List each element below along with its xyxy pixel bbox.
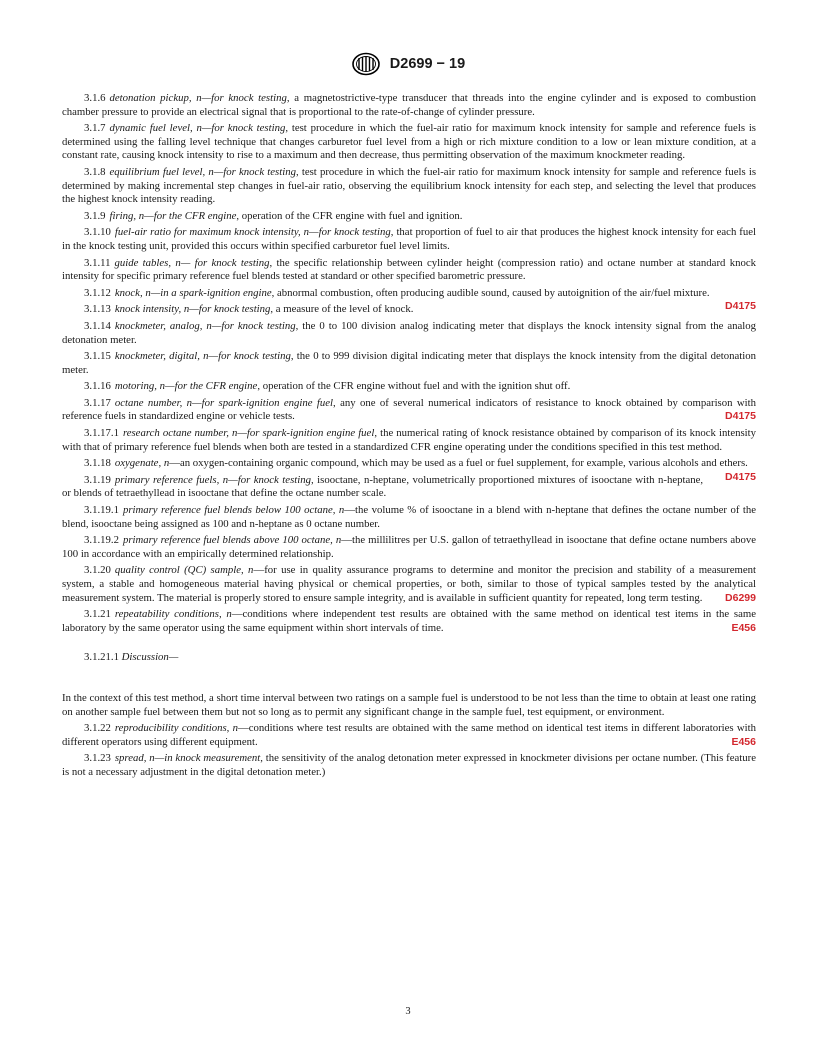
definition-term: repeatability conditions, n [114, 608, 232, 621]
discussion-label: Discussion— [121, 651, 179, 664]
definitions-list-continued [62, 722, 756, 779]
definition-number: 3.1.16 [84, 380, 111, 393]
definition-text: , abnormal combustion, often producing audible sound, caused by autoignition of the air/fuel mixture. [271, 286, 710, 299]
standard-reference-link[interactable]: E456 [731, 735, 756, 748]
definition-paragraph [62, 166, 756, 207]
definition-term: guide tables, n— for knock testing [114, 256, 270, 269]
definition-text: —for use in quality assurance programs to determine and monitor the precision and stability of a measurement system, a stable and homogeneous material having physical or chemical properties, or both, similar to those of typical samples tested by the analytical measurement system. The material is properly stored to ensure sample integrity, and is available in sufficient quantity for repeated, long term testing. [62, 564, 757, 604]
definition-text: , the specific relationship between cylinder height (compression ratio) and octane number at standard knock intensity for specific primary reference fuel blends tested at standard or other specified barometric pressure. [62, 256, 756, 283]
definition-text: —the millilitres per U.S. gallon of tetraethyllead in isooctane that define octane numbers above 100 in accordance with an empirically determined relationship. [62, 534, 756, 560]
definition-number: 3.1.13 [84, 303, 111, 316]
definition-term: fuel-air ratio for maximum knock intensity, n—for knock testing [114, 226, 391, 239]
definition-text: , the 0 to 999 division digital indicating meter that displays the knock intensity from the digital detonation meter. [62, 350, 756, 376]
definition-paragraph [62, 92, 756, 119]
definition-paragraph [62, 474, 756, 501]
definition-number: 3.1.17 [84, 396, 111, 409]
definition-paragraph [62, 752, 756, 779]
page-header [0, 52, 816, 76]
definition-text: , a magnetostrictive-type transducer that threads into the engine cylinder and is exposed to combustion chamber pressure to provide an electrical signal that is proportional to the rate-of-change of cylinder pressure. [62, 92, 756, 118]
definition-number: 3.1.9 [84, 209, 106, 222]
page-footer [0, 1006, 816, 1017]
definition-term: oxygenate, n [114, 457, 170, 470]
definition-text: , that proportion of fuel to air that produces the highest knock intensity for each fuel in the knock testing unit, provided this occurs within specified carburetor fuel level limits. [62, 226, 756, 252]
definition-number: 3.1.19 [84, 473, 111, 486]
definition-number: 3.1.23 [84, 752, 111, 765]
definition-term: motoring, n—for the CFR engine [114, 380, 258, 393]
definition-text: —conditions where independent test results are obtained with the same method on identical test items in the same laboratory by the same operator using the same equipment within short intervals of time. [62, 608, 756, 634]
definition-text: , the 0 to 100 division analog indicating meter that displays the knock intensity signal from the analog detonation meter. [62, 319, 757, 346]
standard-reference-link[interactable]: D6299 [725, 591, 756, 604]
definition-paragraph [62, 303, 756, 317]
definition-term: detonation pickup, n—for knock testing [109, 92, 287, 104]
standard-reference-link[interactable]: D4175 [725, 300, 756, 313]
definition-number: 3.1.12 [84, 286, 111, 299]
definition-term: octane number, n—for spark-ignition engine fuel [114, 396, 333, 409]
definition-text: , a measure of the level of knock. [270, 303, 414, 316]
definition-term: primary reference fuel blends below 100 octane, n [122, 504, 345, 517]
definition-paragraph [62, 534, 756, 561]
definition-term: firing, n—for the CFR engine [109, 209, 237, 222]
document-body [62, 92, 756, 783]
definition-paragraph [62, 320, 756, 347]
definition-text: isooctane, n-heptane, volumetrically proportioned mixtures of isooctane with n-heptane, or blends of tetraethyllead in isooctane that define the octane number scale. [62, 473, 704, 500]
definition-paragraph [62, 427, 756, 454]
definition-text: —an oxygen-containing organic compound, which may be used as a fuel or fuel supplement, for example, various alcohols and ethers. [169, 457, 748, 470]
definition-number: 3.1.15 [84, 350, 111, 363]
document-designation: D2699 − 19 [389, 56, 466, 72]
definition-number: 3.1.8 [84, 165, 106, 178]
definition-paragraph [62, 722, 756, 749]
definition-number: 3.1.22 [84, 722, 111, 735]
definition-term: dynamic fuel level, n—for knock testing [109, 122, 286, 135]
definition-paragraph [62, 504, 756, 531]
definition-number: 3.1.11 [84, 256, 111, 269]
definition-paragraph [62, 350, 756, 377]
definition-term: primary reference fuel blends above 100 octane, n [122, 534, 342, 547]
definition-paragraph [62, 380, 756, 394]
definition-term: equilibrium fuel level, n—for knock testing [109, 165, 296, 178]
discussion-heading [62, 651, 756, 665]
definition-paragraph [62, 564, 756, 605]
definition-paragraph [62, 397, 756, 424]
standard-reference-link[interactable]: E456 [731, 621, 756, 634]
astm-logo-icon [351, 52, 381, 76]
definition-term: reproducibility conditions, n [114, 722, 238, 735]
definition-text: , the sensitivity of the analog detonation meter expressed in knockmeter divisions per octane number. (This feature is not a necessary adjustment in the digital detonation meter.) [62, 752, 756, 778]
definition-text: , test procedure in which the fuel-air ratio for maximum knock intensity for sample and reference fuels is determined by making incremental step changes in fuel-air ratio, observing the equilibrium knock intensity for each step, and selecting the level that produces the highest knock intensity reading. [62, 165, 757, 206]
standard-reference-link[interactable]: D4175 [725, 470, 756, 483]
definition-paragraph [62, 226, 756, 253]
definition-number: 3.1.14 [84, 319, 111, 332]
definition-number: 3.1.19.2 [84, 534, 119, 547]
definition-text: , the numerical rating of knock resistance obtained by comparison of its knock intensity with that of primary reference fuel blends when both are tested in a standardized CFR engine operating under the conditions specified in this test method. [62, 427, 757, 453]
definition-term: knockmeter, digital, n—for knock testing [114, 350, 291, 363]
definition-number: 3.1.21 [84, 608, 111, 621]
definition-text: —conditions where test results are obtained with the same method on identical test items in different laboratories with different operators using different equipment. [62, 722, 756, 748]
definition-term: knockmeter, analog, n—for knock testing [114, 319, 296, 332]
definition-paragraph [62, 122, 756, 163]
definition-term: spread, n—in knock measurement [114, 752, 261, 765]
definitions-list [62, 92, 756, 635]
definition-number: 3.1.18 [84, 457, 111, 470]
definition-text: , operation of the CFR engine without fuel and with the ignition shut off. [257, 380, 571, 393]
definition-text: , operation of the CFR engine with fuel and ignition. [236, 209, 463, 222]
standard-reference-link[interactable]: D4175 [725, 410, 756, 423]
definition-paragraph [62, 210, 756, 224]
definition-number: 3.1.19.1 [84, 504, 119, 517]
definition-text: , test procedure in which the fuel-air ratio for maximum knock intensity for sample and reference fuels is determined using the falling level technique that changes carburetor fuel level from a high or rich mixture condition to a low or lean mixture condition, at a constant rate, causing knock intensity to rise to a maximum and then decrease, thus permitting observation of the maximum knockmeter reading. [62, 122, 756, 162]
definition-text: , any one of several numerical indicators of resistance to knock obtained by comparison with reference fuels in standardized engine or vehicle tests. [62, 396, 756, 423]
definition-number: 3.1.6 [84, 92, 106, 104]
definition-number: 3.1.7 [84, 122, 106, 135]
page-number: 3 [405, 1006, 411, 1017]
definition-number: 3.1.10 [84, 226, 111, 239]
definition-paragraph [62, 608, 756, 635]
discussion-text: In the context of this test method, a short time interval between two ratings on a sample fuel is understood to be not less than the time to obtain at least one rating on another sample fuel between them but not so long as to permit any significant change in the sample fuel, test equipment, or environment. [62, 691, 756, 718]
definition-term: knock intensity, n—for knock testing [114, 303, 271, 316]
definition-term: research octane number, n—for spark-ignition engine fuel [122, 427, 375, 440]
definition-term: quality control (QC) sample, n [114, 564, 254, 577]
definition-term: knock, n—in a spark-ignition engine [114, 286, 272, 299]
definition-term: primary reference fuels, n—for knock testing, [114, 473, 314, 486]
definition-number: 3.1.17.1 [84, 427, 119, 440]
discussion-number: 3.1.21.1 [84, 651, 119, 664]
definition-text: —the volume % of isooctane in a blend with n-heptane that defines the octane number of the blend, isooctane being assigned as 100 and n-heptane as 0 octane number. [62, 504, 756, 530]
definition-number: 3.1.20 [84, 564, 111, 577]
definition-paragraph [62, 257, 756, 284]
